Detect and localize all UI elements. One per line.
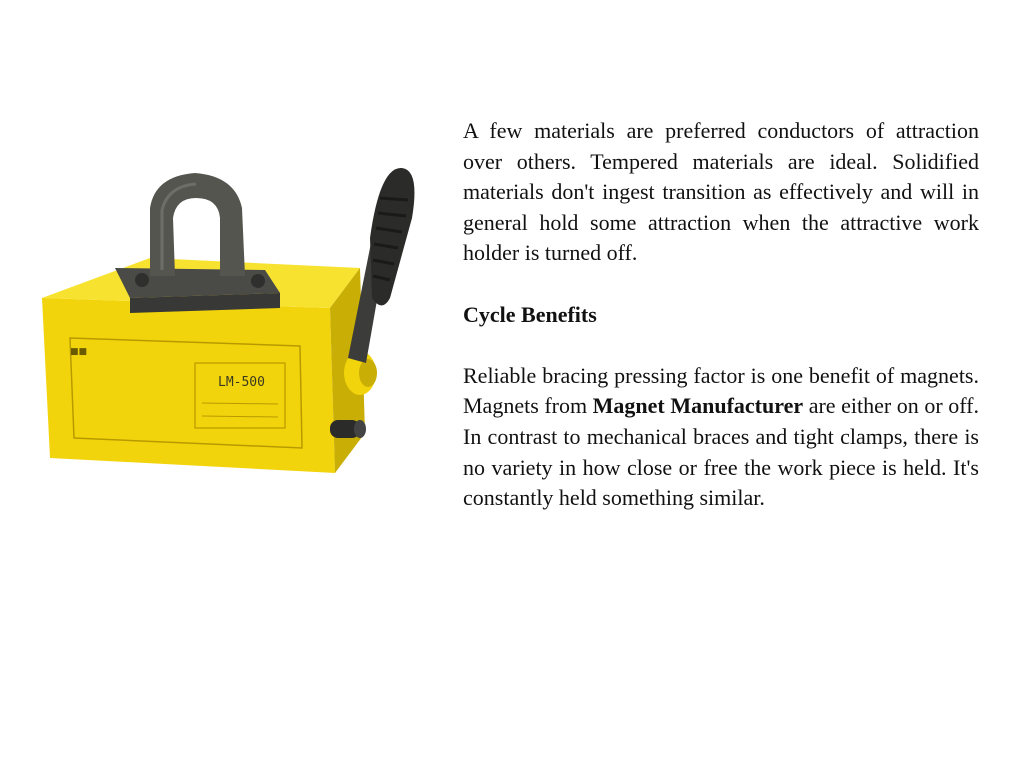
- benefits-text-end: are either on or off. In contrast to mechanical braces and tight clamps, there is no variety in how close or free the work piece is held. It's constantly held something similar.: [463, 393, 979, 511]
- svg-text:■■: ■■: [70, 347, 88, 357]
- intro-paragraph: A few materials are preferred conductors of attraction over others. Tempered materials are ideal. Solidified materials don't ingest transition as effectively and will in general hold some attraction when the attractive work holder is turned off.: [463, 118, 979, 266]
- lifting-magnet-illustration: [30, 158, 440, 488]
- magnet-body-front: [42, 298, 335, 473]
- model-label: LM-500: [218, 375, 265, 390]
- benefits-text-start: Reliable bracing pressing factor is one benefit of magnets. Magnets from: [463, 362, 979, 419]
- handle-grip: [370, 168, 414, 306]
- lifting-magnet-image: [30, 158, 440, 488]
- magnet-manufacturer-highlight: Magnet Manufacturer: [592, 393, 804, 419]
- section-heading: Cycle Benefits: [463, 301, 597, 327]
- text-column: [463, 116, 979, 514]
- benefits-paragraph: [463, 361, 979, 514]
